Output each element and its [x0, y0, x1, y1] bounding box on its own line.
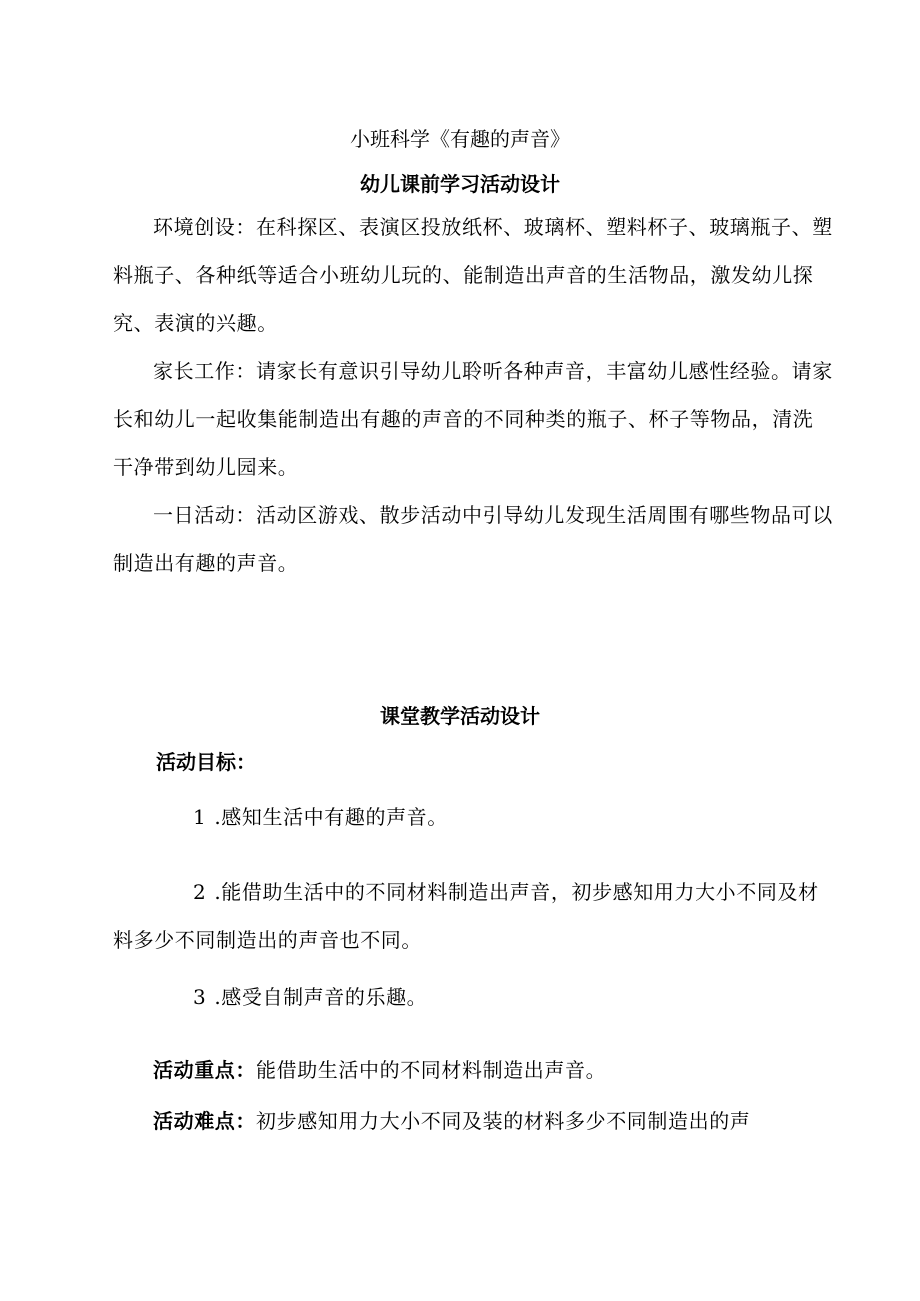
difficulty-text: 初步感知用力大小不同及装的材料多少不同制造出的声: [256, 1109, 751, 1133]
goal-number: 3: [193, 985, 207, 1009]
environment-text: 在科探区、表演区投放纸杯、玻璃杯、塑料杯子、玻璃瓶子、塑料瓶子、各种纸等适合小班幼儿玩的、能制造出声音的生活物品，激发幼儿探究、表演的兴趣。: [113, 215, 833, 335]
parents-label: 家长工作：: [153, 359, 256, 383]
goals-heading: 活动目标：: [156, 750, 256, 774]
difficulty-label: 活动难点：: [153, 1109, 256, 1133]
goal-text: .感知生活中有趣的声音。: [214, 805, 448, 829]
key-point: [113, 1046, 833, 1094]
section-title-classroom: 课堂教学活动设计: [380, 704, 540, 728]
key-point-text: 能借助生活中的不同材料制造出声音。: [256, 1058, 607, 1082]
paragraph-environment: [113, 203, 833, 347]
document-title: 小班科学《有趣的声音》: [350, 127, 570, 151]
paragraph-parents: [113, 347, 833, 491]
daily-text: 活动区游戏、散步活动中引导幼儿发现生活周围有哪些物品可以制造出有趣的声音。: [113, 503, 833, 575]
parents-text: 请家长有意识引导幼儿聆听各种声音，丰富幼儿感性经验。请家长和幼儿一起收集能制造出有趣的声音的不同种类的瓶子、杯子等物品，清洗干净带到幼儿园来。: [113, 359, 833, 479]
goal-item: [113, 868, 833, 964]
goal-text: .感受自制声音的乐趣。: [214, 985, 428, 1009]
goal-item: [113, 973, 833, 1021]
goal-text: .能借助生活中的不同材料制造出声音，初步感知用力大小不同及材料多少不同制造出的声音也不同。: [113, 880, 819, 952]
goal-number: 1: [193, 805, 207, 829]
goal-number: 2: [193, 880, 207, 904]
section-title-preclass: 幼儿课前学习活动设计: [360, 172, 560, 196]
paragraph-daily: [113, 491, 833, 587]
goal-item: [113, 793, 833, 841]
key-point-label: 活动重点：: [153, 1058, 256, 1082]
difficulty-point: [113, 1097, 833, 1145]
environment-label: 环境创设：: [153, 215, 256, 239]
daily-label: 一日活动：: [153, 503, 256, 527]
